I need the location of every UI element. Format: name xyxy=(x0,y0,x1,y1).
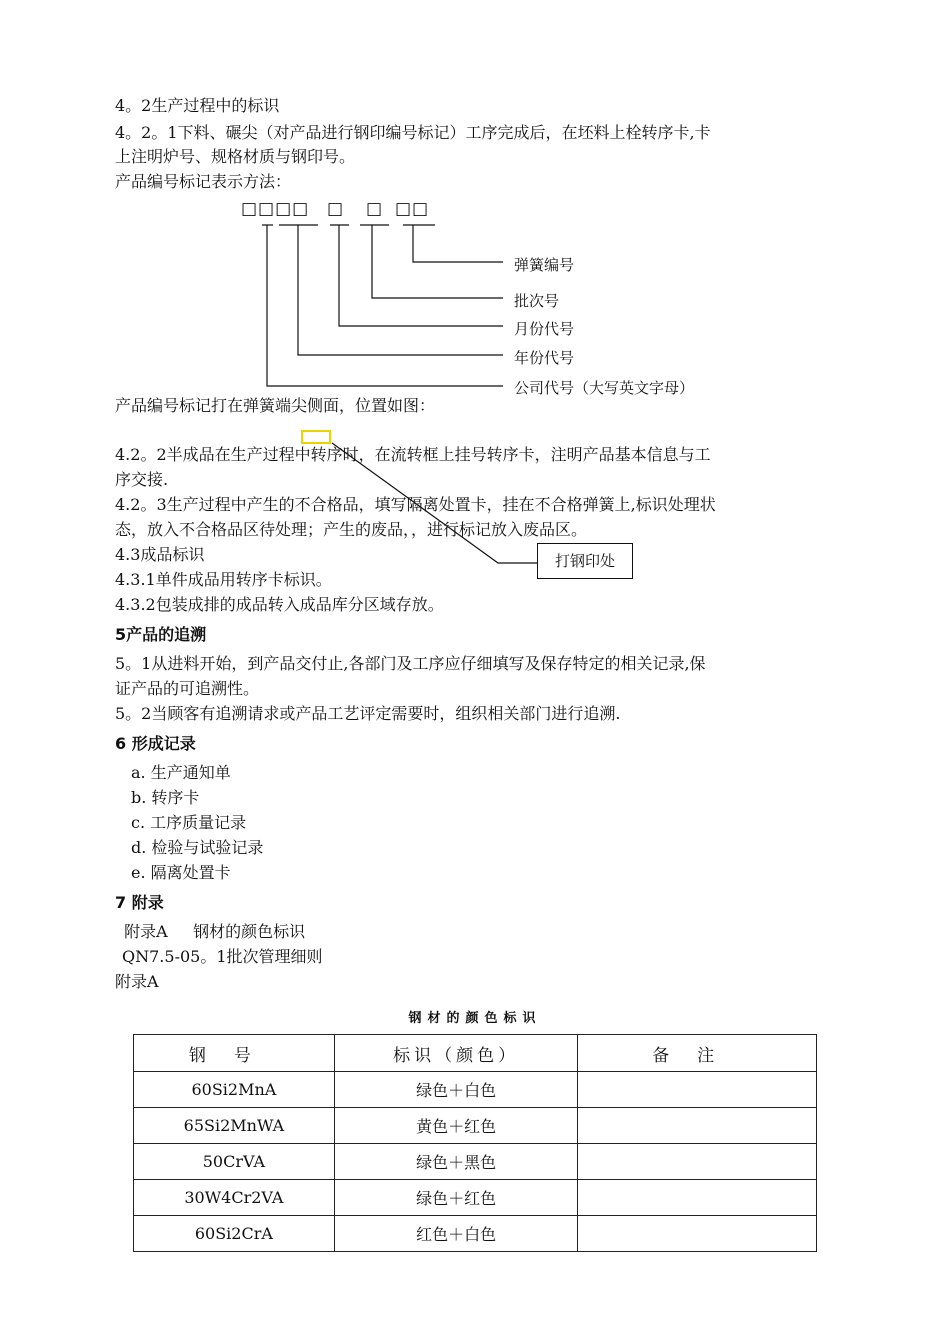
method-label: 产品编号标记表示方法： xyxy=(115,172,292,191)
record-item: c. 工序质量记录 xyxy=(131,813,247,832)
header-remark: 备注 xyxy=(578,1035,817,1072)
paragraph-4-2-3-line2: 态，放入不合格品区待处理；产生的废品，，进行标记放入废品区。 xyxy=(115,520,588,539)
section-7-heading: 7 附录 xyxy=(115,893,164,912)
table-row xyxy=(134,1216,817,1252)
code-boxes-spring: □□ xyxy=(395,199,430,219)
paragraph-4-2-2-line2: 序交接. xyxy=(115,470,169,489)
table-row xyxy=(134,1144,817,1180)
record-item: d. 检验与试验记录 xyxy=(131,838,264,857)
cell-remark xyxy=(578,1144,817,1180)
label-batch-number: 批次号 xyxy=(514,292,560,310)
header-steel-grade: 钢号 xyxy=(134,1035,335,1072)
cell-remark xyxy=(578,1072,817,1108)
code-boxes-company-year: □□□□ xyxy=(241,199,310,219)
section-5-p1-line2: 证产品的可追溯性。 xyxy=(115,679,260,698)
paragraph-4-2-1-line2: 上注明炉号、规格材质与钢印号。 xyxy=(115,147,356,166)
cell-remark xyxy=(578,1108,817,1144)
section-6-heading: 6 形成记录 xyxy=(115,734,196,753)
record-item: b. 转序卡 xyxy=(131,788,200,807)
table-row xyxy=(134,1180,817,1216)
section-4-3-item2: 4.3.2包装成排的成品转入成品库分区域存放。 xyxy=(115,595,444,614)
cell-steel-grade: 50CrVA xyxy=(134,1144,335,1180)
code-box-month: □ xyxy=(327,199,345,219)
cell-steel-grade: 60Si2MnA xyxy=(134,1072,335,1108)
table-row xyxy=(134,1108,817,1144)
label-month-code: 月份代号 xyxy=(514,320,575,338)
cell-steel-grade: 65Si2MnWA xyxy=(134,1108,335,1144)
cell-remark xyxy=(578,1216,817,1252)
section-4-3-heading: 4.3成品标识 xyxy=(115,545,205,564)
section-5-p1-line1: 5。1从进料开始，到产品交付止,各部门及工序应仔细填写及保存特定的相关记录,保 xyxy=(115,654,706,673)
paragraph-4-2-1-line1: 4。2。1下料、碾尖（对产品进行钢印编号标记）工序完成后，在坯料上栓转序卡,卡 xyxy=(115,123,711,142)
section-5-p2: 5。2当顾客有追溯请求或产品工艺评定需要时，组织相关部门进行追溯. xyxy=(115,704,621,723)
cell-color-mark: 红色＋白色 xyxy=(334,1216,578,1252)
cell-steel-grade: 30W4Cr2VA xyxy=(134,1180,335,1216)
label-year-code: 年份代号 xyxy=(514,349,575,367)
label-spring-number: 弹簧编号 xyxy=(514,256,575,274)
paragraph-4-2-2-line1: 4.2。2半成品在生产过程中转序时，在流转框上挂号转序卡，注明产品基本信息与工 xyxy=(115,445,711,464)
stamp-callout-label: 打钢印处 xyxy=(537,543,633,579)
section-4-3-item1: 4.3.1单件成品用转序卡标识。 xyxy=(115,570,332,589)
section-4-2-heading: 4。2生产过程中的标识 xyxy=(115,96,280,115)
cell-color-mark: 绿色＋红色 xyxy=(334,1180,578,1216)
header-color-mark: 标识（颜色） xyxy=(334,1035,578,1072)
cell-color-mark: 黄色＋红色 xyxy=(334,1108,578,1144)
stamp-position-marker xyxy=(301,430,331,444)
section-5-heading: 5产品的追溯 xyxy=(115,625,207,644)
cell-steel-grade: 60Si2CrA xyxy=(134,1216,335,1252)
table-header-row xyxy=(134,1035,817,1072)
appendix-a-title: 附录A xyxy=(115,972,159,991)
code-box-batch: □ xyxy=(366,199,384,219)
appendix-a-line: 附录A 钢材的颜色标识 xyxy=(119,922,306,941)
label-company-code: 公司代号（大写英文字母） xyxy=(514,379,695,397)
steel-color-table xyxy=(133,1034,817,1252)
cell-color-mark: 绿色＋白色 xyxy=(334,1072,578,1108)
record-item: a. 生产通知单 xyxy=(131,763,231,782)
record-item: e. 隔离处置卡 xyxy=(131,863,231,882)
paragraph-4-2-3-line1: 4.2。3生产过程中产生的不合格品，填写隔离处置卡，挂在不合格弹簧上,标识处理状 xyxy=(115,495,716,514)
appendix-qn-line: QN7.5-05。1批次管理细则 xyxy=(122,947,323,966)
table-row xyxy=(134,1072,817,1108)
cell-color-mark: 绿色＋黑色 xyxy=(334,1144,578,1180)
steel-table-title: 钢材的颜色标识 xyxy=(408,1011,542,1026)
position-line: 产品编号标记打在弹簧端尖侧面，位置如图： xyxy=(115,396,436,415)
cell-remark xyxy=(578,1180,817,1216)
